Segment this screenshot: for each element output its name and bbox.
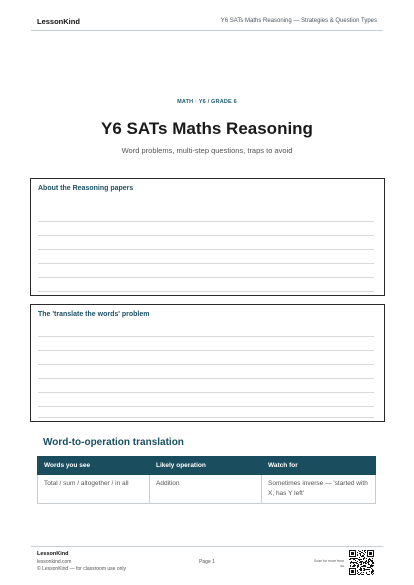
footer-divider (31, 546, 383, 547)
table-cell: Sometimes inverse — 'started with X, has Y left' (262, 475, 376, 504)
notes-box-heading: About the Reasoning papers (38, 185, 134, 192)
notes-box-heading: The 'translate the words' problem (38, 311, 150, 318)
page-subtitle: Word problems, multi-step questions, traps to avoid (121, 146, 293, 155)
footer-brand: LessonKind (37, 551, 69, 557)
writing-line (38, 221, 374, 222)
writing-line (38, 350, 374, 351)
writing-line (38, 336, 374, 337)
writing-line (38, 235, 374, 236)
writing-line (38, 291, 374, 292)
footer-site: lessonkind.com (37, 559, 72, 565)
qr-code-icon (349, 550, 374, 575)
writing-line (38, 263, 374, 264)
header-brand: LessonKind (37, 16, 80, 26)
page-title: Y6 SATs Maths Reasoning (101, 119, 313, 138)
page-number: Page 1 (199, 559, 215, 565)
page-header (37, 14, 377, 28)
table-row (38, 475, 376, 504)
scan-caption: Scan for more from us (314, 559, 344, 568)
column-header: Words you see (38, 457, 150, 475)
writing-line (38, 277, 374, 278)
table-cell: Addition (150, 475, 262, 504)
writing-line (38, 417, 374, 418)
header-doc-title: Y6 SATs Maths Reasoning — Strategies & Question Types (220, 18, 377, 24)
writing-line (38, 406, 374, 407)
writing-line (38, 364, 374, 365)
table-header-row (38, 457, 376, 475)
footer-copyright: © LessonKind — for classroom use only (37, 566, 127, 572)
column-header: Watch for (262, 457, 376, 475)
section-title: Word-to-operation translation (43, 437, 184, 448)
translation-table (37, 456, 376, 504)
table-cell: Total / sum / altogether / in all (38, 475, 150, 504)
writing-line (38, 378, 374, 379)
column-header: Likely operation (150, 457, 262, 475)
notes-box-reasoning-papers (30, 178, 385, 296)
header-divider (31, 30, 383, 31)
subject-kicker: MATH · Y6 / GRADE 6 (177, 99, 237, 105)
notes-box-translate-words (30, 304, 385, 422)
writing-line (38, 392, 374, 393)
writing-line (38, 249, 374, 250)
